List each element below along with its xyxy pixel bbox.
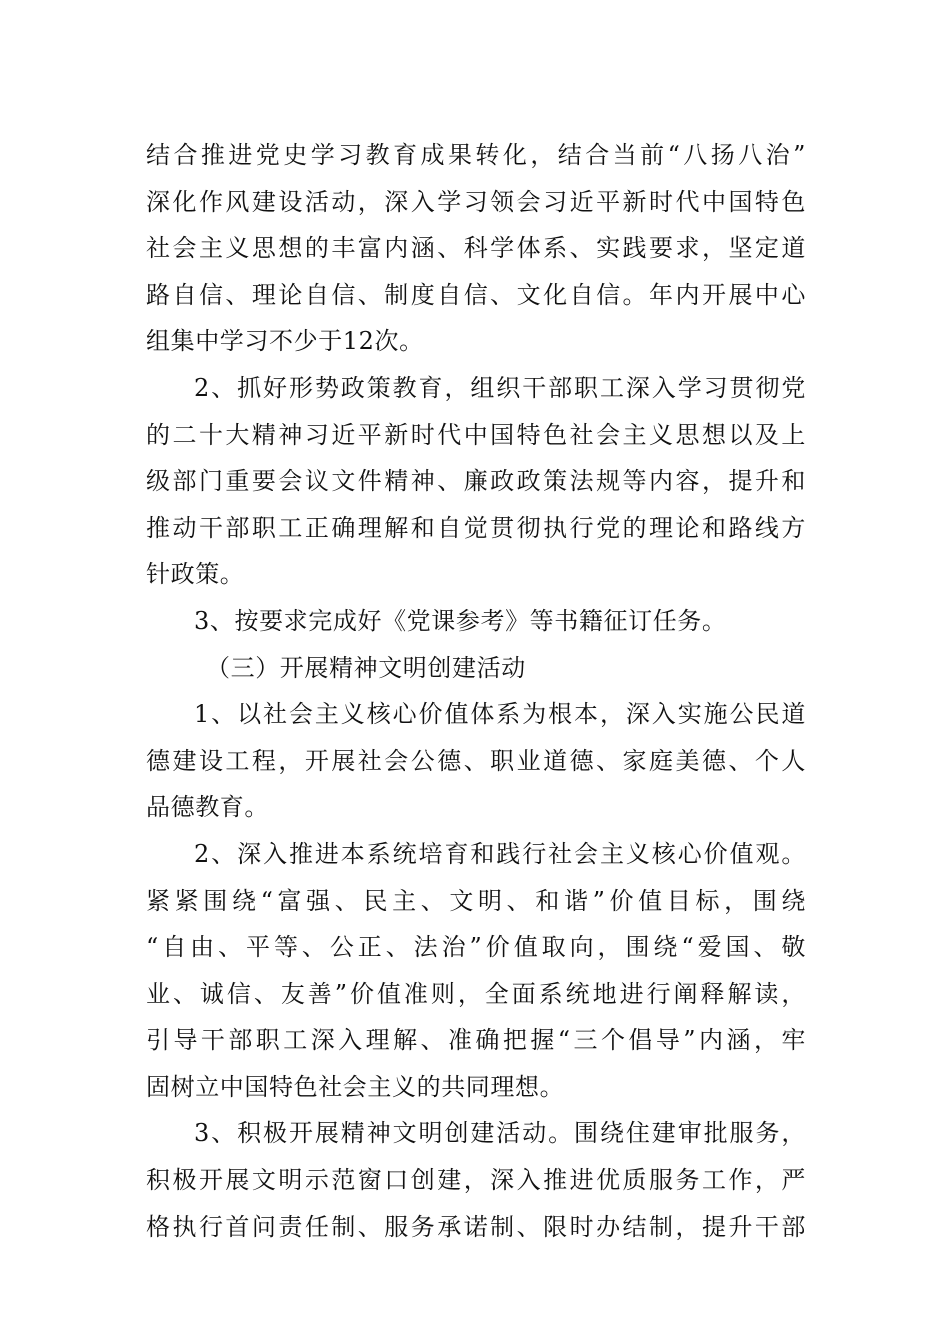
text-line: 深化作风建设活动，深入学习领会习近平新时代中国特色 [146,187,806,216]
text-line: 积极开展文明示范窗口创建，深入推进优质服务工作，严 [146,1166,806,1195]
text-line: 社会主义思想的丰富内涵、科学体系、实践要求，坚定道 [146,234,806,263]
text-line: 组集中学习不少于12次。 [146,327,424,356]
text-line: 2、抓好形势政策教育，组织干部职工深入学习贯彻党 [194,373,806,402]
text-line: 格执行首问责任制、服务承诺制、限时办结制，提升干部 [146,1212,806,1241]
text-line: 固树立中国特色社会主义的共同理想。 [146,1072,565,1101]
text-line: 路自信、理论自信、制度自信、文化自信。年内开展中心 [146,280,806,309]
text-line: 的二十大精神习近平新时代中国特色社会主义思想以及上 [146,420,806,449]
text-line: 3、按要求完成好《党课参考》等书籍征订任务。 [194,606,727,635]
text-line: 引导干部职工深入理解、准确把握“三个倡导”内涵，牢 [146,1026,806,1055]
text-line: 业、诚信、友善”价值准则，全面系统地进行阐释解读， [146,979,806,1008]
text-line: 2、深入推进本系统培育和践行社会主义核心价值观。 [194,839,806,868]
text-line: 德建设工程，开展社会公德、职业道德、家庭美德、个人 [146,746,806,775]
text-line: 3、积极开展精神文明创建活动。围绕住建审批服务， [194,1119,806,1148]
text-line: “自由、平等、公正、法治”价值取向，围绕“爱国、敬 [146,933,806,962]
text-line: 1、以社会主义核心价值体系为根本，深入实施公民道 [194,700,806,729]
text-line: 针政策。 [146,560,245,589]
document-body [146,132,806,1250]
text-line: 级部门重要会议文件精神、廉政政策法规等内容，提升和 [146,467,806,496]
text-line: 结合推进党史学习教育成果转化，结合当前“八扬八治” [146,141,806,169]
text-line: 推动干部职工正确理解和自觉贯彻执行党的理论和路线方 [146,513,806,542]
section-heading: （三）开展精神文明创建活动 [206,653,526,682]
text-line: 品德教育。 [146,793,269,822]
text-line: 紧紧围绕“富强、民主、文明、和谐”价值目标，围绕 [146,886,806,915]
